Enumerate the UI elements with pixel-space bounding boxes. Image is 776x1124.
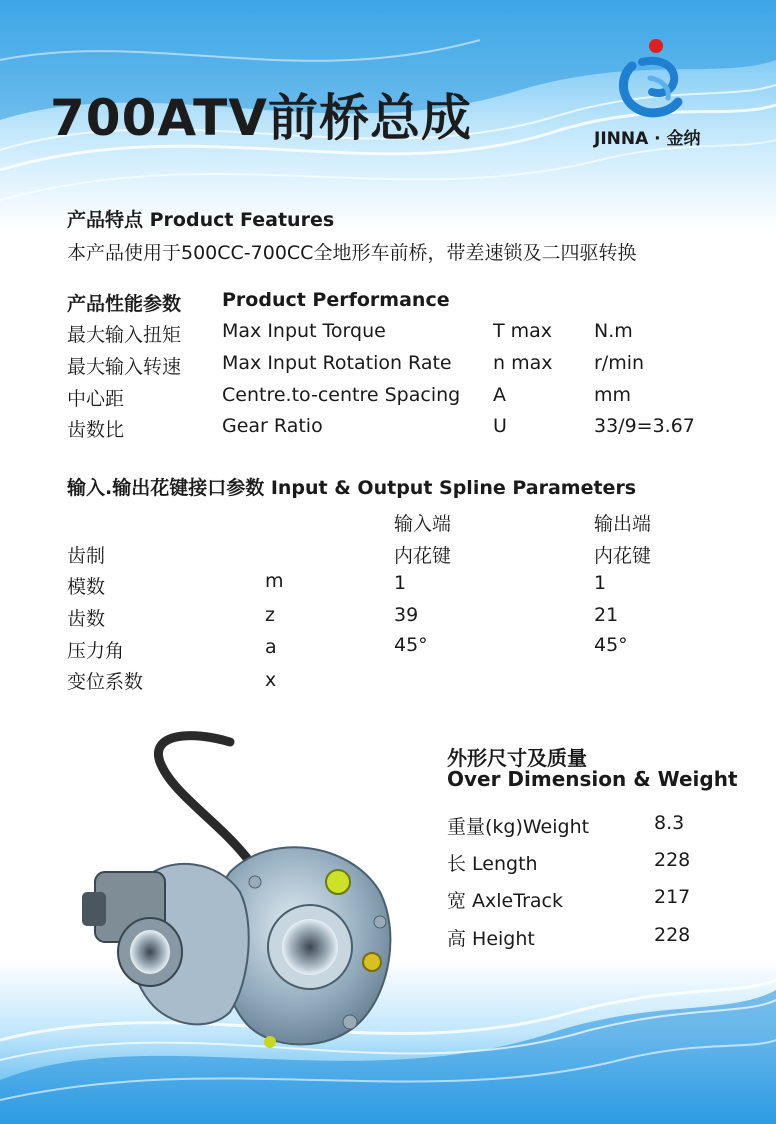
dimension-row-label: 高 Height <box>447 928 535 950</box>
perf-row-cn: 中心距 <box>67 388 125 410</box>
perf-row-symbol: U <box>493 415 507 437</box>
perf-row-cn: 最大输入扭矩 <box>67 324 182 346</box>
perf-row-en: Max Input Rotation Rate <box>222 352 452 374</box>
features-text: 本产品使用于500CC-700CC全地形车前桥，带差速锁及二四驱转换 <box>67 242 637 264</box>
performance-heading-en: Product Performance <box>222 289 450 311</box>
spline-row-name: 齿制 <box>67 545 106 567</box>
front-axle-assembly-image <box>80 722 400 1062</box>
perf-row-value: 33/9=3.67 <box>594 415 695 437</box>
perf-row-value: mm <box>594 384 632 406</box>
spline-row-symbol: m <box>265 570 284 592</box>
perf-row-value: r/min <box>594 352 645 374</box>
spline-col-input: 输入端 <box>394 513 452 535</box>
perf-row-cn: 最大输入转速 <box>67 356 182 378</box>
spline-row-output: 45° <box>594 634 628 656</box>
perf-row-en: Max Input Torque <box>222 320 386 342</box>
spline-col-output: 输出端 <box>594 513 652 535</box>
spline-row-input: 45° <box>394 634 428 656</box>
spline-row-input: 39 <box>394 604 419 626</box>
logo-text: JINNA · 金纳 <box>594 129 701 149</box>
dimension-row-value: 8.3 <box>654 812 685 834</box>
spline-heading: 输入.输出花键接口参数 Input & Output Spline Parameters <box>67 477 637 499</box>
dimension-heading-cn: 外形尺寸及质量 <box>447 746 587 770</box>
performance-heading-cn: 产品性能参数 <box>67 293 182 315</box>
jinna-logo-icon <box>612 36 698 120</box>
perf-row-en: Gear Ratio <box>222 415 323 437</box>
dimension-heading-en: Over Dimension & Weight <box>447 767 738 791</box>
perf-row-en: Centre.to-centre Spacing <box>222 384 461 406</box>
spline-row-symbol: x <box>265 669 277 691</box>
perf-row-symbol: T max <box>493 320 553 342</box>
spline-row-name: 变位系数 <box>67 671 144 693</box>
perf-row-symbol: n max <box>493 352 553 374</box>
perf-row-cn: 齿数比 <box>67 419 125 441</box>
spline-row-input: 内花键 <box>394 545 452 567</box>
spline-row-output: 1 <box>594 572 607 594</box>
page-title: 700ATV前桥总成 <box>50 89 472 147</box>
perf-row-value: N.m <box>594 320 633 342</box>
spline-row-symbol: z <box>265 604 275 626</box>
dimension-row-value: 228 <box>654 849 691 871</box>
perf-row-symbol: A <box>493 384 506 406</box>
dimension-row-value: 228 <box>654 924 691 946</box>
spline-row-name: 齿数 <box>67 608 106 630</box>
spline-row-output: 内花键 <box>594 545 652 567</box>
dimension-row-label: 重量(kg)Weight <box>447 816 590 838</box>
spline-row-name: 压力角 <box>67 640 125 662</box>
spline-row-output: 21 <box>594 604 619 626</box>
spline-row-symbol: a <box>265 636 277 658</box>
spline-row-input: 1 <box>394 572 407 594</box>
dimension-row-label: 宽 AxleTrack <box>447 890 563 912</box>
features-heading: 产品特点 Product Features <box>67 209 335 231</box>
dimension-row-label: 长 Length <box>447 853 538 875</box>
dimension-row-value: 217 <box>654 886 691 908</box>
spline-row-name: 模数 <box>67 576 106 598</box>
